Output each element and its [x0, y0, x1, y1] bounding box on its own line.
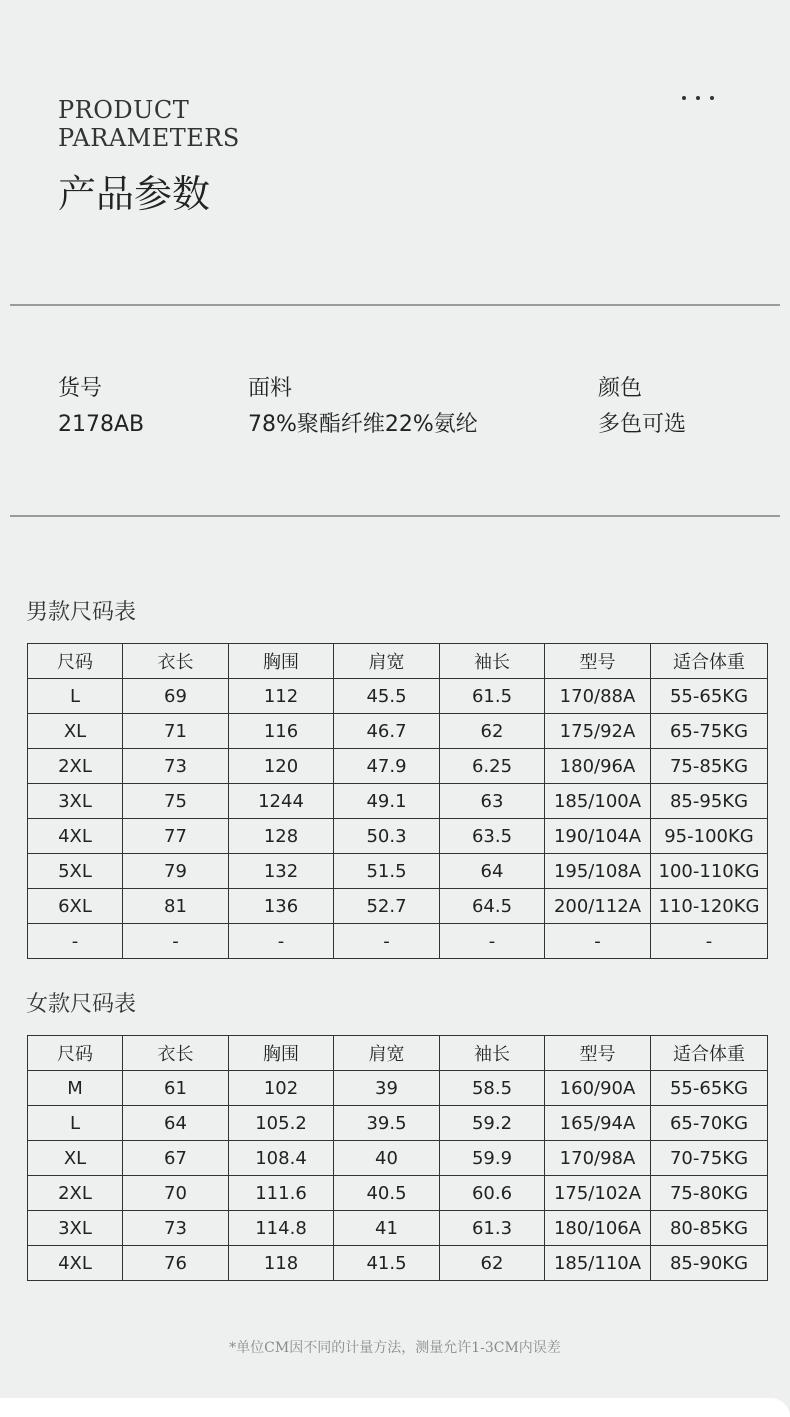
table-cell: 75-80KG: [651, 1176, 768, 1211]
table-cell: 165/94A: [545, 1106, 651, 1141]
table-cell: 116: [229, 714, 334, 749]
table-cell: 185/110A: [545, 1246, 651, 1281]
param-item-color: [598, 374, 686, 440]
table-row: [28, 924, 768, 959]
table-cell: 63.5: [440, 819, 545, 854]
table-cell: XL: [28, 714, 123, 749]
table-cell: 50.3: [334, 819, 440, 854]
table-cell: 4XL: [28, 1246, 123, 1281]
table-cell: 65-75KG: [651, 714, 768, 749]
table-cell: 46.7: [334, 714, 440, 749]
table-cell: 55-65KG: [651, 1071, 768, 1106]
table-cell: 59.2: [440, 1106, 545, 1141]
title-english-line2: PARAMETERS: [58, 124, 240, 152]
table-cell: 4XL: [28, 819, 123, 854]
table-cell: 61: [123, 1071, 229, 1106]
table-cell: 3XL: [28, 1211, 123, 1246]
column-header: 胸围: [229, 1036, 334, 1071]
table-cell: 51.5: [334, 854, 440, 889]
table-cell: 62: [440, 1246, 545, 1281]
column-header: 胸围: [229, 644, 334, 679]
women-size-title: 女款尺码表: [26, 992, 137, 1017]
men-size-title: 男款尺码表: [26, 600, 137, 625]
table-cell: -: [651, 924, 768, 959]
table-cell: 3XL: [28, 784, 123, 819]
table-row: [28, 784, 768, 819]
table-cell: 190/104A: [545, 819, 651, 854]
table-cell: 40.5: [334, 1176, 440, 1211]
table-cell: 170/88A: [545, 679, 651, 714]
table-cell: 100-110KG: [651, 854, 768, 889]
param-label: 颜色: [598, 376, 643, 401]
more-icon: [682, 96, 714, 100]
table-cell: 61.5: [440, 679, 545, 714]
table-cell: 76: [123, 1246, 229, 1281]
table-cell: 41: [334, 1211, 440, 1246]
param-value: 多色可选: [598, 412, 687, 437]
param-value: 78%聚酯纤维22%氨纶: [248, 412, 478, 437]
table-cell: 75: [123, 784, 229, 819]
table-cell: 180/106A: [545, 1211, 651, 1246]
table-cell: 67: [123, 1141, 229, 1176]
table-cell: 120: [229, 749, 334, 784]
column-header: 型号: [545, 644, 651, 679]
table-cell: 79: [123, 854, 229, 889]
table-cell: 73: [123, 1211, 229, 1246]
table-cell: L: [28, 679, 123, 714]
table-header-row: [28, 644, 768, 679]
table-header-row: [28, 1036, 768, 1071]
table-cell: 108.4: [229, 1141, 334, 1176]
table-cell: 2XL: [28, 1176, 123, 1211]
table-cell: 65-70KG: [651, 1106, 768, 1141]
table-cell: 63: [440, 784, 545, 819]
column-header: 适合体重: [651, 1036, 768, 1071]
table-cell: 81: [123, 889, 229, 924]
table-cell: -: [123, 924, 229, 959]
table-cell: 64: [440, 854, 545, 889]
table-cell: 2XL: [28, 749, 123, 784]
table-cell: 6.25: [440, 749, 545, 784]
table-cell: 70-75KG: [651, 1141, 768, 1176]
table-row: [28, 1141, 768, 1176]
column-header: 尺码: [28, 1036, 123, 1071]
table-cell: 80-85KG: [651, 1211, 768, 1246]
table-row: [28, 1246, 768, 1281]
table-cell: 175/102A: [545, 1176, 651, 1211]
table-cell: 58.5: [440, 1071, 545, 1106]
table-cell: 105.2: [229, 1106, 334, 1141]
table-row: [28, 819, 768, 854]
table-cell: 136: [229, 889, 334, 924]
table-cell: 85-95KG: [651, 784, 768, 819]
table-cell: 40: [334, 1141, 440, 1176]
param-item-fabric: [248, 374, 478, 440]
table-cell: 62: [440, 714, 545, 749]
table-cell: 175/92A: [545, 714, 651, 749]
table-cell: 180/96A: [545, 749, 651, 784]
table-cell: 60.6: [440, 1176, 545, 1211]
table-cell: 128: [229, 819, 334, 854]
title-english: [58, 96, 240, 152]
table-row: [28, 749, 768, 784]
table-cell: 69: [123, 679, 229, 714]
bottom-band: [0, 1398, 790, 1417]
table-cell: -: [334, 924, 440, 959]
table-cell: 95-100KG: [651, 819, 768, 854]
table-cell: 61.3: [440, 1211, 545, 1246]
table-cell: 132: [229, 854, 334, 889]
women-size-table: [27, 1035, 768, 1281]
param-value: 2178AB: [58, 412, 145, 437]
table-cell: 5XL: [28, 854, 123, 889]
table-row: [28, 679, 768, 714]
title-chinese: 产品参数: [58, 172, 211, 216]
column-header: 适合体重: [651, 644, 768, 679]
param-item-code: [58, 374, 144, 440]
table-cell: -: [545, 924, 651, 959]
table-cell: 110-120KG: [651, 889, 768, 924]
table-cell: 64.5: [440, 889, 545, 924]
table-cell: -: [440, 924, 545, 959]
table-cell: L: [28, 1106, 123, 1141]
column-header: 尺码: [28, 644, 123, 679]
table-cell: 1244: [229, 784, 334, 819]
title-english-line1: PRODUCT: [58, 96, 190, 124]
table-cell: 160/90A: [545, 1071, 651, 1106]
table-row: [28, 1071, 768, 1106]
table-row: [28, 1176, 768, 1211]
table-row: [28, 1106, 768, 1141]
table-cell: XL: [28, 1141, 123, 1176]
table-cell: 112: [229, 679, 334, 714]
table-cell: 59.9: [440, 1141, 545, 1176]
column-header: 肩宽: [334, 1036, 440, 1071]
table-cell: -: [229, 924, 334, 959]
table-cell: 6XL: [28, 889, 123, 924]
column-header: 衣长: [123, 1036, 229, 1071]
table-cell: 75-85KG: [651, 749, 768, 784]
table-cell: 77: [123, 819, 229, 854]
table-cell: 64: [123, 1106, 229, 1141]
table-cell: 39: [334, 1071, 440, 1106]
table-cell: 70: [123, 1176, 229, 1211]
param-label: 面料: [248, 376, 293, 401]
table-cell: 47.9: [334, 749, 440, 784]
table-cell: 49.1: [334, 784, 440, 819]
column-header: 衣长: [123, 644, 229, 679]
table-cell: 52.7: [334, 889, 440, 924]
table-cell: 85-90KG: [651, 1246, 768, 1281]
table-cell: 73: [123, 749, 229, 784]
table-cell: 41.5: [334, 1246, 440, 1281]
param-label: 货号: [58, 376, 103, 401]
table-cell: 118: [229, 1246, 334, 1281]
column-header: 袖长: [440, 644, 545, 679]
table-cell: 45.5: [334, 679, 440, 714]
table-cell: 195/108A: [545, 854, 651, 889]
table-cell: 71: [123, 714, 229, 749]
table-cell: 200/112A: [545, 889, 651, 924]
column-header: 肩宽: [334, 644, 440, 679]
divider-bottom: [10, 515, 780, 517]
table-row: [28, 1211, 768, 1246]
table-cell: 111.6: [229, 1176, 334, 1211]
table-cell: 39.5: [334, 1106, 440, 1141]
table-cell: 185/100A: [545, 784, 651, 819]
men-size-table: [27, 643, 768, 959]
table-cell: 55-65KG: [651, 679, 768, 714]
table-row: [28, 889, 768, 924]
column-header: 型号: [545, 1036, 651, 1071]
footnote: *单位CM因不同的计量方法，测量允许1-3CM内误差: [229, 1340, 561, 1356]
table-row: [28, 714, 768, 749]
table-cell: 114.8: [229, 1211, 334, 1246]
table-cell: M: [28, 1071, 123, 1106]
table-cell: -: [28, 924, 123, 959]
table-cell: 102: [229, 1071, 334, 1106]
divider-top: [10, 304, 780, 306]
table-row: [28, 854, 768, 889]
column-header: 袖长: [440, 1036, 545, 1071]
table-cell: 170/98A: [545, 1141, 651, 1176]
